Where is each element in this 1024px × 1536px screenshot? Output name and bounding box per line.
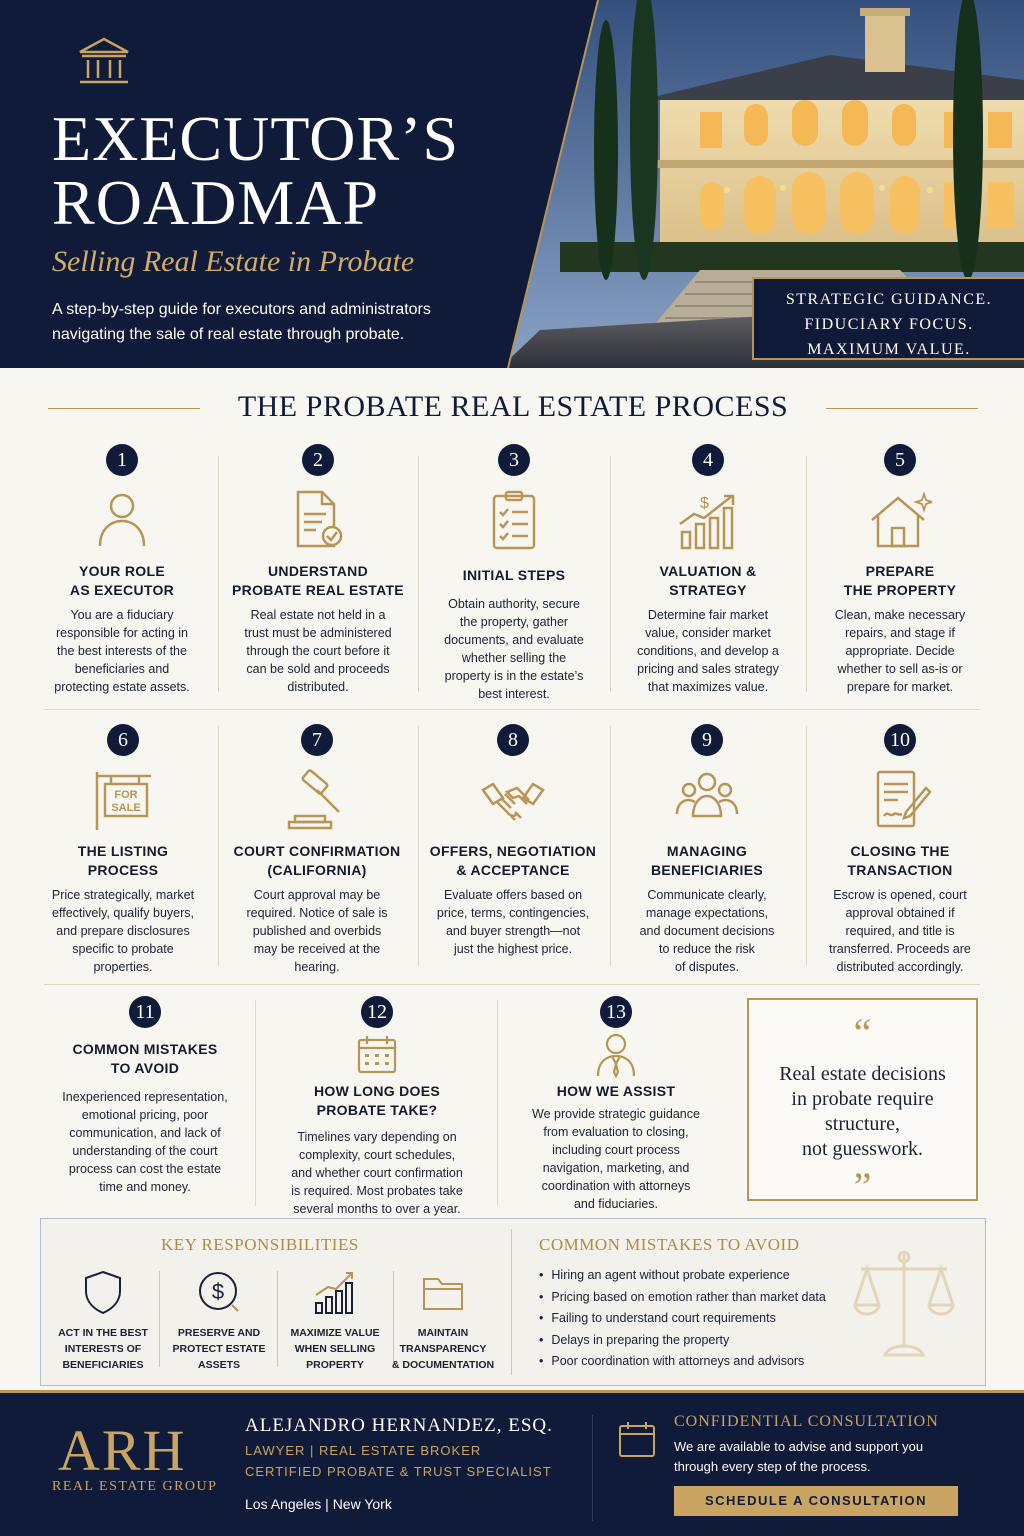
- desc-line: navigation, marketing, and: [542, 1161, 690, 1175]
- desc-line: distributed accordingly.: [836, 960, 964, 974]
- divider: [255, 1000, 256, 1206]
- label-line: ASSETS: [197, 1359, 240, 1371]
- step-title-line: PROBATE TAKE?: [316, 1102, 438, 1118]
- desc-line: Obtain authority, secure: [448, 597, 580, 611]
- agent-certification: CERTIFIED PROBATE & TRUST SPECIALIST: [245, 1464, 552, 1479]
- desc-line: We provide strategic guidance: [532, 1107, 700, 1121]
- step-number: 1: [106, 444, 138, 476]
- divider: [806, 456, 807, 692]
- desc-line: repairs, and stage if: [845, 626, 955, 640]
- step-title-line: OFFERS, NEGOTIATION: [429, 843, 597, 859]
- step-title: [614, 842, 800, 880]
- desc-line: protecting estate assets.: [54, 680, 190, 694]
- key-responsibilities-panel: [40, 1218, 986, 1386]
- desc-line: Clean, make necessary: [834, 608, 966, 622]
- dollar-coin-icon: [196, 1269, 242, 1315]
- step-number: 6: [107, 724, 139, 756]
- desc-line: and document decisions: [639, 924, 775, 938]
- folder-icon: [420, 1269, 466, 1315]
- desc-line: and fiduciaries.: [573, 1197, 659, 1211]
- hero-title-line2: ROADMAP: [52, 167, 380, 238]
- step-title: [812, 562, 988, 600]
- step-title-line: MANAGING: [666, 843, 748, 859]
- desc-line: of disputes.: [675, 960, 739, 974]
- desc-line: Inexperienced representation,: [62, 1090, 228, 1104]
- open-quote-icon: “: [853, 1010, 872, 1055]
- signed-document-icon: [868, 768, 932, 832]
- desc-line: time and money.: [99, 1180, 191, 1194]
- common-mistakes-title: COMMON MISTAKES TO AVOID: [539, 1235, 800, 1254]
- key-item-label: [277, 1325, 393, 1373]
- label-line: WHEN SELLING: [294, 1343, 376, 1355]
- step-description: [38, 606, 206, 696]
- step-3: [424, 444, 604, 703]
- desc-line: several months to over a year.: [293, 1202, 461, 1216]
- tagline: FIDUCIARY FOCUS.: [804, 316, 974, 333]
- divider: [610, 456, 611, 692]
- step-title-line: INITIAL STEPS: [462, 567, 566, 583]
- key-item-label: [385, 1325, 501, 1373]
- step-description: [616, 606, 800, 696]
- step-title: [616, 562, 800, 600]
- desc-line: Court approval may be: [253, 888, 381, 902]
- desc-line: value, consider market: [645, 626, 771, 640]
- desc-line: and whether court confirmation: [291, 1166, 463, 1180]
- desc-line: process can cost the estate: [68, 1162, 222, 1176]
- desc-line: You are a fiduciary: [70, 608, 174, 622]
- step-title-line: TRANSACTION: [847, 862, 953, 878]
- desc-line: Price strategically, market: [51, 888, 195, 902]
- divider: [44, 709, 980, 710]
- step-description: [264, 1128, 490, 1218]
- step-13: [506, 996, 726, 1213]
- step-number: 10: [884, 724, 916, 756]
- step-number: 13: [600, 996, 632, 1028]
- divider: [511, 1229, 512, 1375]
- step-title: [38, 842, 208, 880]
- label-line: BENEFICIARIES: [62, 1359, 144, 1371]
- desc-line: whether to sell as-is or: [837, 662, 963, 676]
- desc-line: understanding of the court: [72, 1144, 218, 1158]
- desc-line: Real estate not held in a: [250, 608, 386, 622]
- step-title-line: COURT CONFIRMATION: [233, 843, 401, 859]
- tagline: STRATEGIC GUIDANCE.: [785, 291, 993, 308]
- brand-subtitle: REAL ESTATE GROUP: [52, 1479, 218, 1494]
- list-item: • Hiring an agent without probate experience: [539, 1265, 826, 1287]
- desc-line: Timelines vary depending on: [297, 1130, 457, 1144]
- step-title: [506, 1082, 726, 1101]
- step-title: [40, 1040, 250, 1078]
- desc-line: is required. Most probates take: [291, 1184, 463, 1198]
- list-item: • Delays in preparing the property: [539, 1330, 826, 1352]
- quote-text: [749, 1062, 976, 1162]
- schedule-consultation-button[interactable]: SCHEDULE A CONSULTATION: [674, 1486, 958, 1516]
- attorney-icon: [592, 1030, 640, 1078]
- key-responsibilities-title: KEY RESPONSIBILITIES: [161, 1235, 359, 1254]
- step-number: 2: [302, 444, 334, 476]
- heading-rule-right: [826, 408, 978, 409]
- courthouse-icon: [76, 36, 132, 88]
- house-sparkle-icon: [868, 488, 932, 552]
- step-title-line: HOW WE ASSIST: [556, 1083, 676, 1099]
- step-7: [222, 724, 412, 976]
- desc-line: through the court before it: [246, 644, 390, 658]
- step-description: [222, 886, 412, 976]
- for-sale-sign-icon: [91, 768, 155, 832]
- desc-line: conditions, and develop a: [637, 644, 779, 658]
- step-12: [264, 996, 490, 1218]
- label-line: MAXIMIZE VALUE: [290, 1327, 380, 1339]
- hero-banner: [0, 0, 1024, 368]
- desc-line: the best interests of the: [57, 644, 187, 658]
- close-quote-icon: ”: [853, 1164, 872, 1209]
- step-title: [38, 562, 206, 600]
- desc-line: manage expectations,: [645, 906, 769, 920]
- quote-line: structure,: [825, 1113, 900, 1135]
- step-title-line: COMMON MISTAKES: [72, 1041, 218, 1057]
- step-title-line: VALUATION &: [659, 563, 757, 579]
- scales-of-justice-icon: [849, 1243, 959, 1363]
- quote-line: not guesswork.: [801, 1138, 924, 1160]
- divider: [418, 726, 419, 966]
- step-title: [812, 842, 988, 880]
- step-title-line: BENEFICIARIES: [650, 862, 764, 878]
- step-title-line: PREPARE: [865, 563, 935, 579]
- step-title-line: PROCESS: [87, 862, 159, 878]
- step-title-line: THE PROPERTY: [843, 582, 957, 598]
- desc-line: appropriate. Decide: [845, 644, 955, 658]
- quote-line: in probate require: [791, 1088, 934, 1110]
- desc-line: and prepare disclosures: [56, 924, 190, 938]
- desc-line: documents, and evaluate: [444, 633, 584, 647]
- people-group-icon: [675, 768, 739, 832]
- growth-chart-icon: [676, 488, 740, 552]
- step-9: [614, 724, 800, 976]
- desc-line: specific to probate: [72, 942, 174, 956]
- clipboard-checklist-icon: [482, 488, 546, 552]
- desc-line: Evaluate offers based on: [443, 888, 583, 902]
- key-item-beneficiaries: [45, 1269, 161, 1373]
- step-title: [264, 1082, 490, 1120]
- step-number: 4: [692, 444, 724, 476]
- desc-line: price, terms, contingencies,: [436, 906, 590, 920]
- step-4: [616, 444, 800, 696]
- handshake-icon: [481, 768, 545, 832]
- desc-line: complexity, court schedules,: [298, 1148, 456, 1162]
- step-description: [812, 886, 988, 976]
- label-line: MAINTAIN: [417, 1327, 469, 1339]
- list-item: • Failing to understand court requirements: [539, 1308, 826, 1330]
- step-title: [222, 842, 412, 880]
- list-item: • Pricing based on emotion rather than market data: [539, 1287, 826, 1309]
- key-item-value: [277, 1269, 393, 1373]
- person-icon: [90, 488, 154, 552]
- divider: [418, 456, 419, 692]
- step-title: [422, 842, 604, 880]
- tagline-box: [752, 277, 1024, 360]
- desc-line: required, and title is: [845, 924, 955, 938]
- common-mistakes-list: [539, 1265, 826, 1373]
- agent-role: LAWYER | REAL ESTATE BROKER: [245, 1443, 482, 1458]
- step-number: 9: [691, 724, 723, 756]
- hero-subtitle: Selling Real Estate in Probate: [52, 245, 415, 278]
- divider: [44, 984, 980, 985]
- step-5: [812, 444, 988, 696]
- desc-line: distributed.: [287, 680, 349, 694]
- step-description: [424, 595, 604, 703]
- step-number: 7: [301, 724, 333, 756]
- step-number: 11: [129, 996, 161, 1028]
- step-description: [38, 886, 208, 976]
- desc-line: approval obtained if: [845, 906, 955, 920]
- desc-line: just the highest price.: [453, 942, 573, 956]
- desc-line: prepare for market.: [846, 680, 954, 694]
- step-title-line: STRATEGY: [669, 582, 747, 598]
- key-item-assets: [161, 1269, 277, 1373]
- step-title-line: & ACCEPTANCE: [456, 862, 570, 878]
- desc-line: transferred. Proceeds are: [829, 942, 971, 956]
- step-title-line: PROBATE REAL ESTATE: [232, 582, 404, 598]
- divider: [806, 726, 807, 966]
- calendar-icon: [355, 1032, 399, 1076]
- step-11: [40, 996, 250, 1196]
- step-10: [812, 724, 988, 976]
- label-line: TRANSPARENCY: [399, 1343, 487, 1355]
- desc-line: from evaluation to closing,: [543, 1125, 689, 1139]
- list-item: • Poor coordination with attorneys and advisors: [539, 1351, 826, 1373]
- step-1: [38, 444, 206, 696]
- process-title: THE PROBATE REAL ESTATE PROCESS: [237, 390, 789, 423]
- process-heading: [48, 390, 978, 430]
- desc-line: pricing and sales strategy: [637, 662, 779, 676]
- key-item-label: [45, 1325, 161, 1373]
- label-line: PROTECT ESTATE: [172, 1343, 266, 1355]
- desc-line: emotional pricing, poor: [81, 1108, 209, 1122]
- desc-line: trust must be administered: [244, 626, 392, 640]
- divider: [497, 1000, 498, 1206]
- bar-chart-icon: [312, 1269, 358, 1315]
- desc-line: published and overbids: [252, 924, 382, 938]
- step-title: [224, 562, 412, 600]
- label-line: INTERESTS OF: [64, 1343, 142, 1355]
- step-title: [424, 566, 604, 585]
- step-title-line: CLOSING THE: [850, 843, 950, 859]
- step-number: 5: [884, 444, 916, 476]
- footer: [0, 1390, 1024, 1536]
- document-check-icon: [286, 488, 350, 552]
- step-8: [422, 724, 604, 958]
- step-description: [812, 606, 988, 696]
- step-title-line: (CALIFORNIA): [267, 862, 367, 878]
- step-description: [224, 606, 412, 696]
- step-title-line: UNDERSTAND: [268, 563, 368, 579]
- desc-line: the property, gather: [459, 615, 569, 629]
- key-item-label: [161, 1325, 277, 1373]
- desc-line: required. Notice of sale is: [246, 906, 388, 920]
- desc-line: including court process: [552, 1143, 680, 1157]
- desc-line: coordination with attorneys: [541, 1179, 691, 1193]
- divider: [610, 726, 611, 966]
- consultation-title: CONFIDENTIAL CONSULTATION: [674, 1413, 939, 1430]
- step-title-line: YOUR ROLE: [79, 563, 165, 579]
- step-title-line: THE LISTING: [77, 843, 169, 859]
- desc-line: properties.: [93, 960, 153, 974]
- desc-line: property is in the estate’s: [444, 669, 584, 683]
- desc-line: whether selling the: [461, 651, 567, 665]
- step-2: [224, 444, 412, 696]
- quote-box: [747, 998, 978, 1209]
- brand-logo: ARH: [58, 1418, 187, 1483]
- tagline: MAXIMUM VALUE.: [807, 341, 971, 358]
- svg-text:$: $: [211, 1279, 225, 1304]
- step-title-line: HOW LONG DOES: [313, 1083, 440, 1099]
- svg-text:$: $: [700, 495, 709, 512]
- desc-line: best interest.: [478, 687, 550, 701]
- desc-line: and buyer strength—not: [445, 924, 581, 938]
- divider: [592, 1415, 593, 1521]
- divider: [218, 726, 219, 966]
- hero-description: A step-by-step guide for executors and administrators navigating the sale of real estate through probate.: [52, 301, 431, 343]
- desc-line: that maximizes value.: [647, 680, 769, 694]
- svg-text:FOR: FOR: [114, 789, 138, 801]
- step-number: 3: [498, 444, 530, 476]
- step-description: [40, 1088, 250, 1196]
- label-line: & DOCUMENTATION: [391, 1359, 495, 1371]
- agent-name: ALEJANDRO HERNANDEZ, ESQ.: [245, 1415, 553, 1436]
- divider: [218, 456, 219, 692]
- desc-line: Determine fair market: [647, 608, 769, 622]
- desc-line: to reduce the risk: [659, 942, 755, 956]
- office-locations: Los Angeles | New York: [245, 1496, 392, 1512]
- step-number: 12: [361, 996, 393, 1028]
- step-title-line: AS EXECUTOR: [69, 582, 175, 598]
- desc-line: may be received at the: [253, 942, 381, 956]
- step-title-line: TO AVOID: [110, 1060, 180, 1076]
- desc-line: hearing.: [294, 960, 340, 974]
- step-6: [38, 724, 208, 976]
- desc-line: effectively, qualify buyers,: [52, 906, 194, 920]
- step-description: [506, 1105, 726, 1213]
- shield-icon: [80, 1269, 126, 1315]
- desc-line: Escrow is opened, court: [833, 888, 967, 902]
- key-item-transparency: [385, 1269, 501, 1373]
- desc-line: beneficiaries and: [74, 662, 170, 676]
- label-line: PROPERTY: [306, 1359, 364, 1371]
- calendar-icon: [617, 1419, 657, 1459]
- desc-line: can be sold and proceeds: [246, 662, 390, 676]
- step-number: 8: [497, 724, 529, 756]
- svg-text:SALE: SALE: [111, 802, 141, 814]
- label-line: ACT IN THE BEST: [58, 1327, 148, 1339]
- desc-line: responsible for acting in: [55, 626, 189, 640]
- quote-line: Real estate decisions: [779, 1063, 946, 1085]
- hero-title-line1: EXECUTOR’S: [52, 103, 460, 174]
- hero-text: [52, 36, 522, 347]
- desc-line: communication, and lack of: [69, 1126, 221, 1140]
- gavel-icon: [285, 768, 349, 832]
- hero-title: [52, 103, 522, 238]
- label-line: PRESERVE AND: [177, 1327, 261, 1339]
- consultation-description: We are available to advise and support you through every step of the process.: [674, 1439, 924, 1474]
- step-description: [614, 886, 800, 976]
- desc-line: Communicate clearly,: [647, 888, 767, 902]
- step-description: [422, 886, 604, 958]
